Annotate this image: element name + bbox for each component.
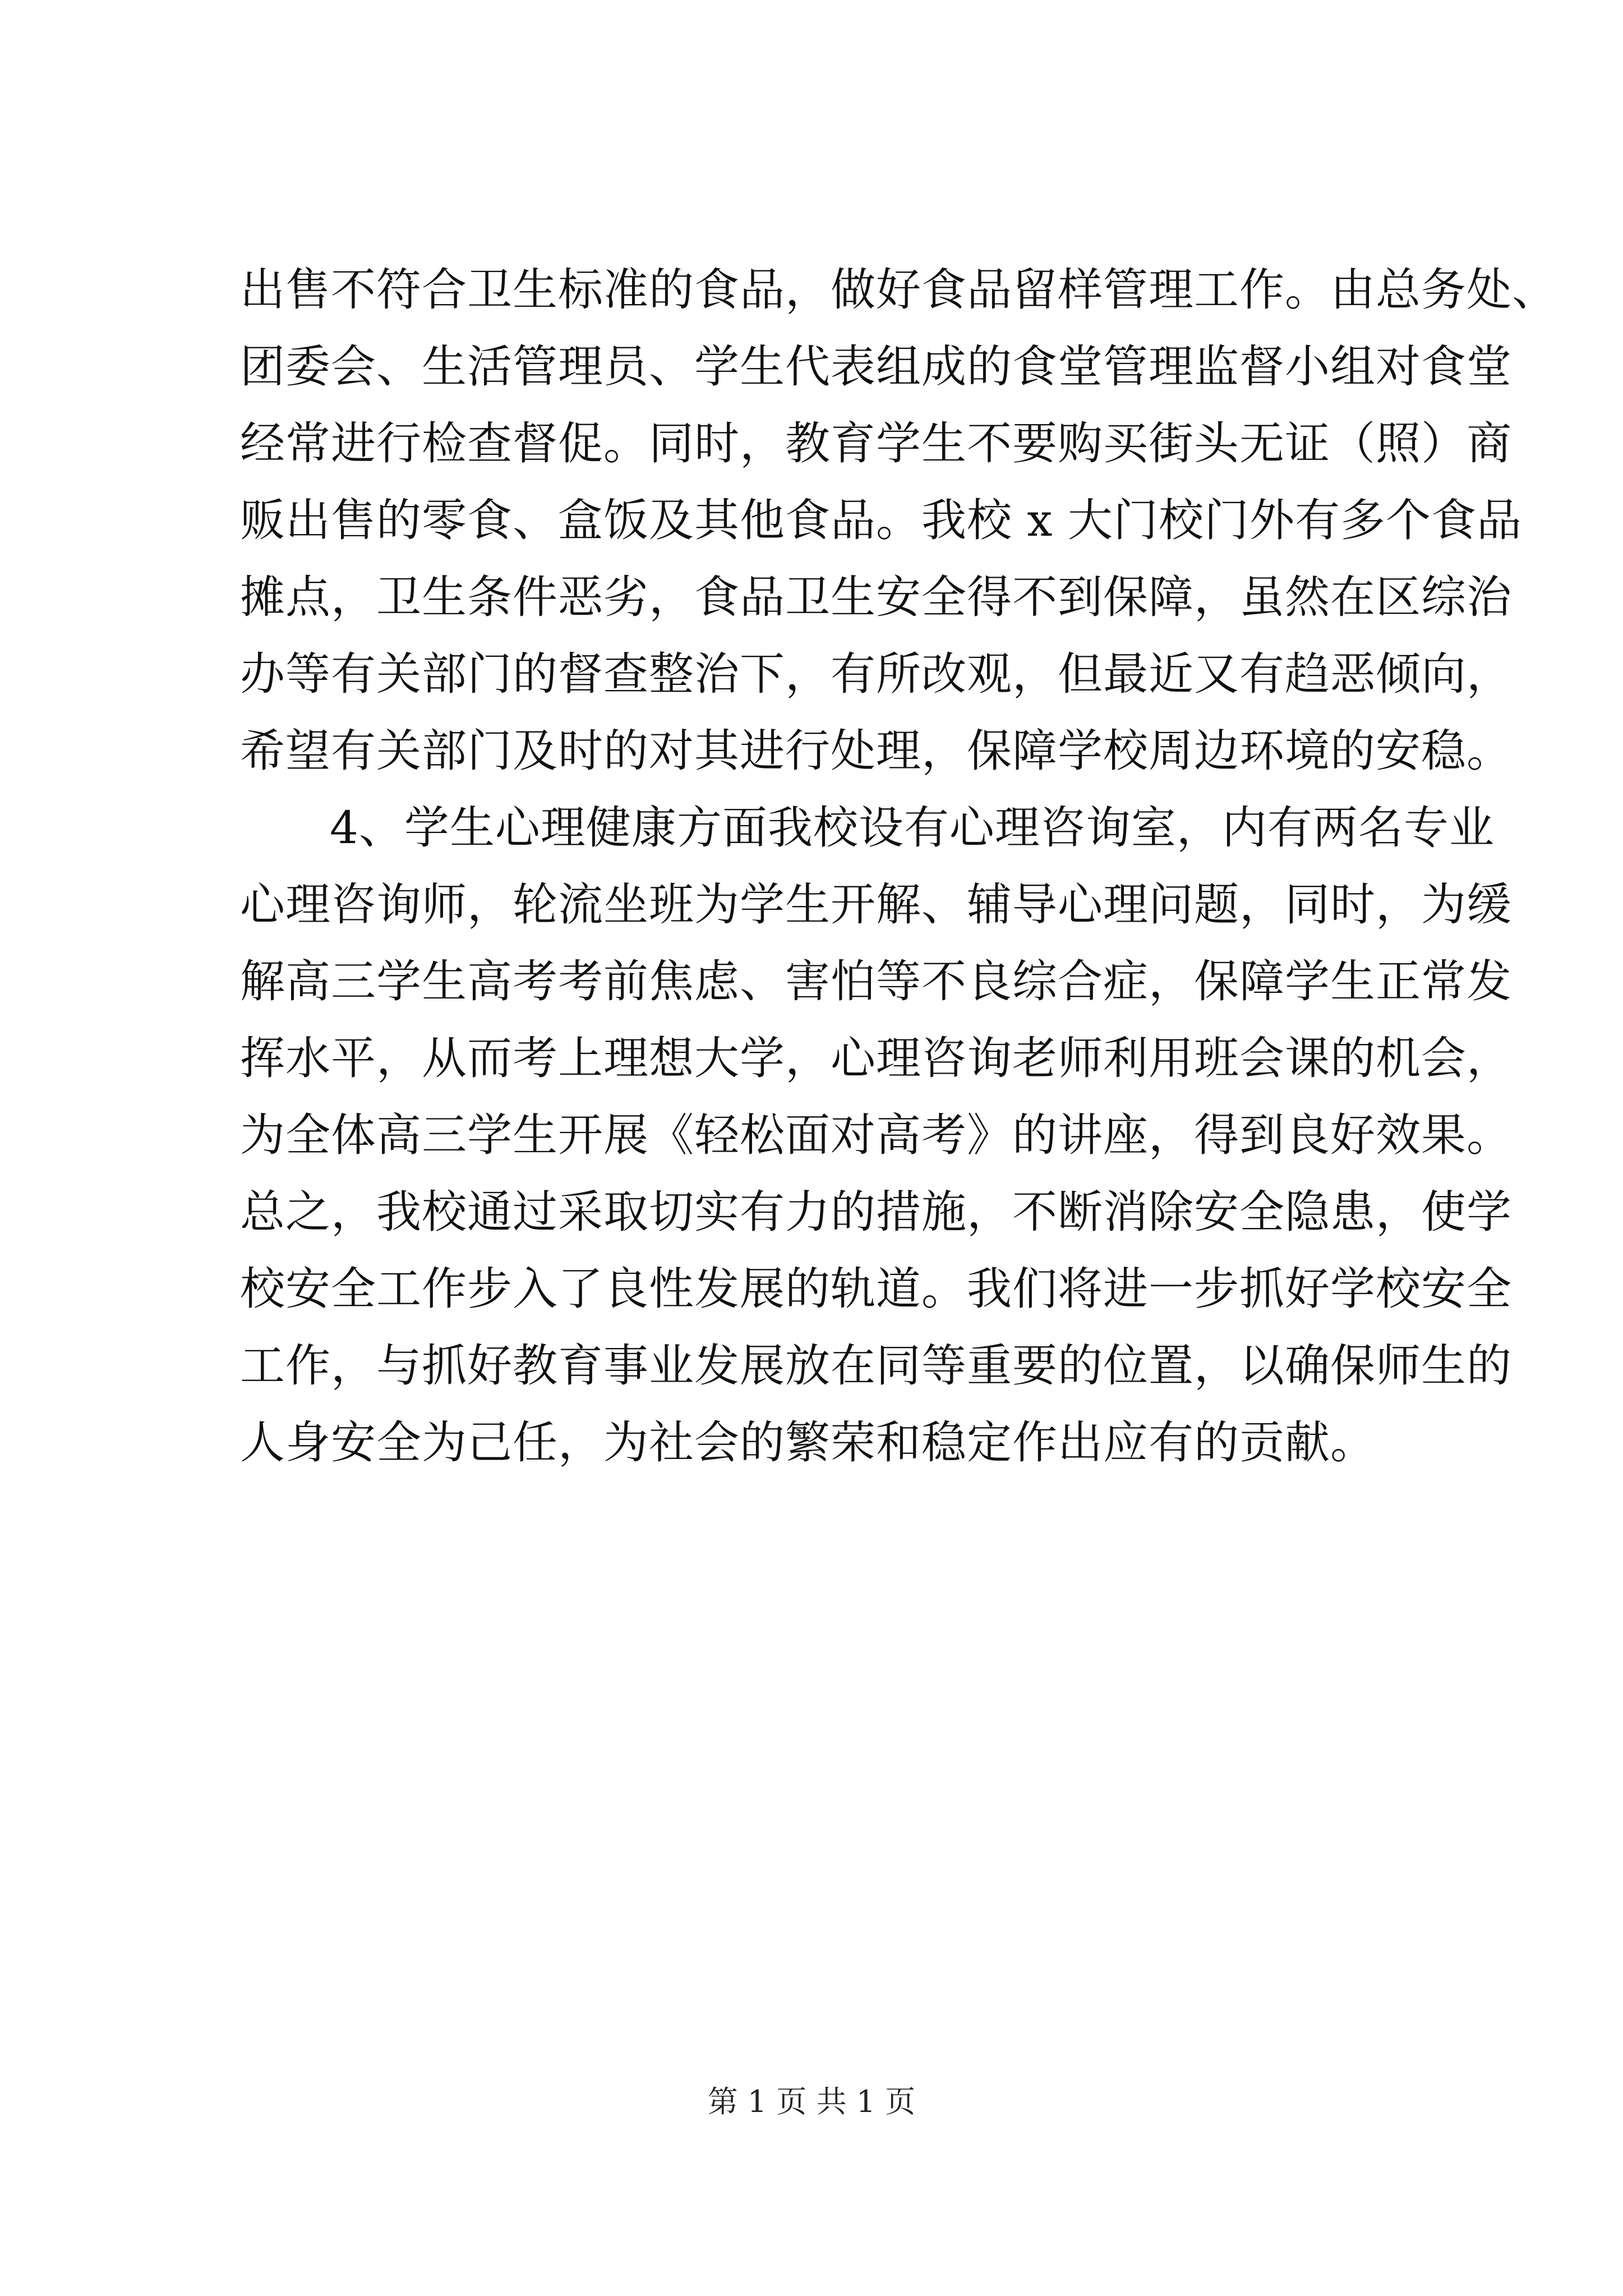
text-line: 办等有关部门的督查整治下，有所改观，但最近又有趋恶倾向， — [240, 648, 1512, 700]
text-line: 经常进行检查督促。同时，教育学生不要购买街头无证（照）商 — [240, 417, 1512, 470]
text-line-last: 人身安全为己任，为社会的繁荣和稳定作出应有的贡献。 — [240, 1416, 1376, 1469]
body-text — [240, 251, 1557, 1481]
text-line: 希望有关部门及时的对其进行处理，保障学校周边环境的安稳。 — [240, 725, 1512, 777]
text-line: 出售不符合卫生标准的食品，做好食品留样管理工作。由总务处、 — [240, 264, 1557, 316]
text-line-paragraph-start: 4、学生心理健康方面我校设有心理咨询室，内有两名专业 — [330, 802, 1495, 854]
text-line: 解高三学生高考考前焦虑、害怕等不良综合症，保障学生正常发 — [240, 955, 1512, 1007]
text-line: 为全体高三学生开展《轻松面对高考》的讲座，得到良好效果。 — [240, 1109, 1512, 1161]
text-line: 摊点，卫生条件恶劣，食品卫生安全得不到保障，虽然在区综治 — [240, 571, 1512, 623]
text-line: 挥水平，从而考上理想大学，心理咨询老师利用班会课的机会， — [240, 1032, 1512, 1084]
text-line: 贩出售的零食、盒饭及其他食品。我校 x 大门校门外有多个食品 — [240, 494, 1522, 546]
text-line: 心理咨询师，轮流坐班为学生开解、辅导心理问题，同时，为缓 — [240, 878, 1512, 931]
text-line: 工作，与抓好教育事业发展放在同等重要的位置，以确保师生的 — [240, 1340, 1512, 1392]
text-line: 校安全工作步入了良性发展的轨道。我们将进一步抓好学校安全 — [240, 1263, 1512, 1315]
text-line: 团委会、生活管理员、学生代表组成的食堂管理监督小组对食堂 — [240, 341, 1512, 393]
page-footer: 第 1 页 共 1 页 — [707, 2084, 916, 2119]
text-line: 总之，我校通过采取切实有力的措施，不断消除安全隐患，使学 — [240, 1186, 1512, 1238]
